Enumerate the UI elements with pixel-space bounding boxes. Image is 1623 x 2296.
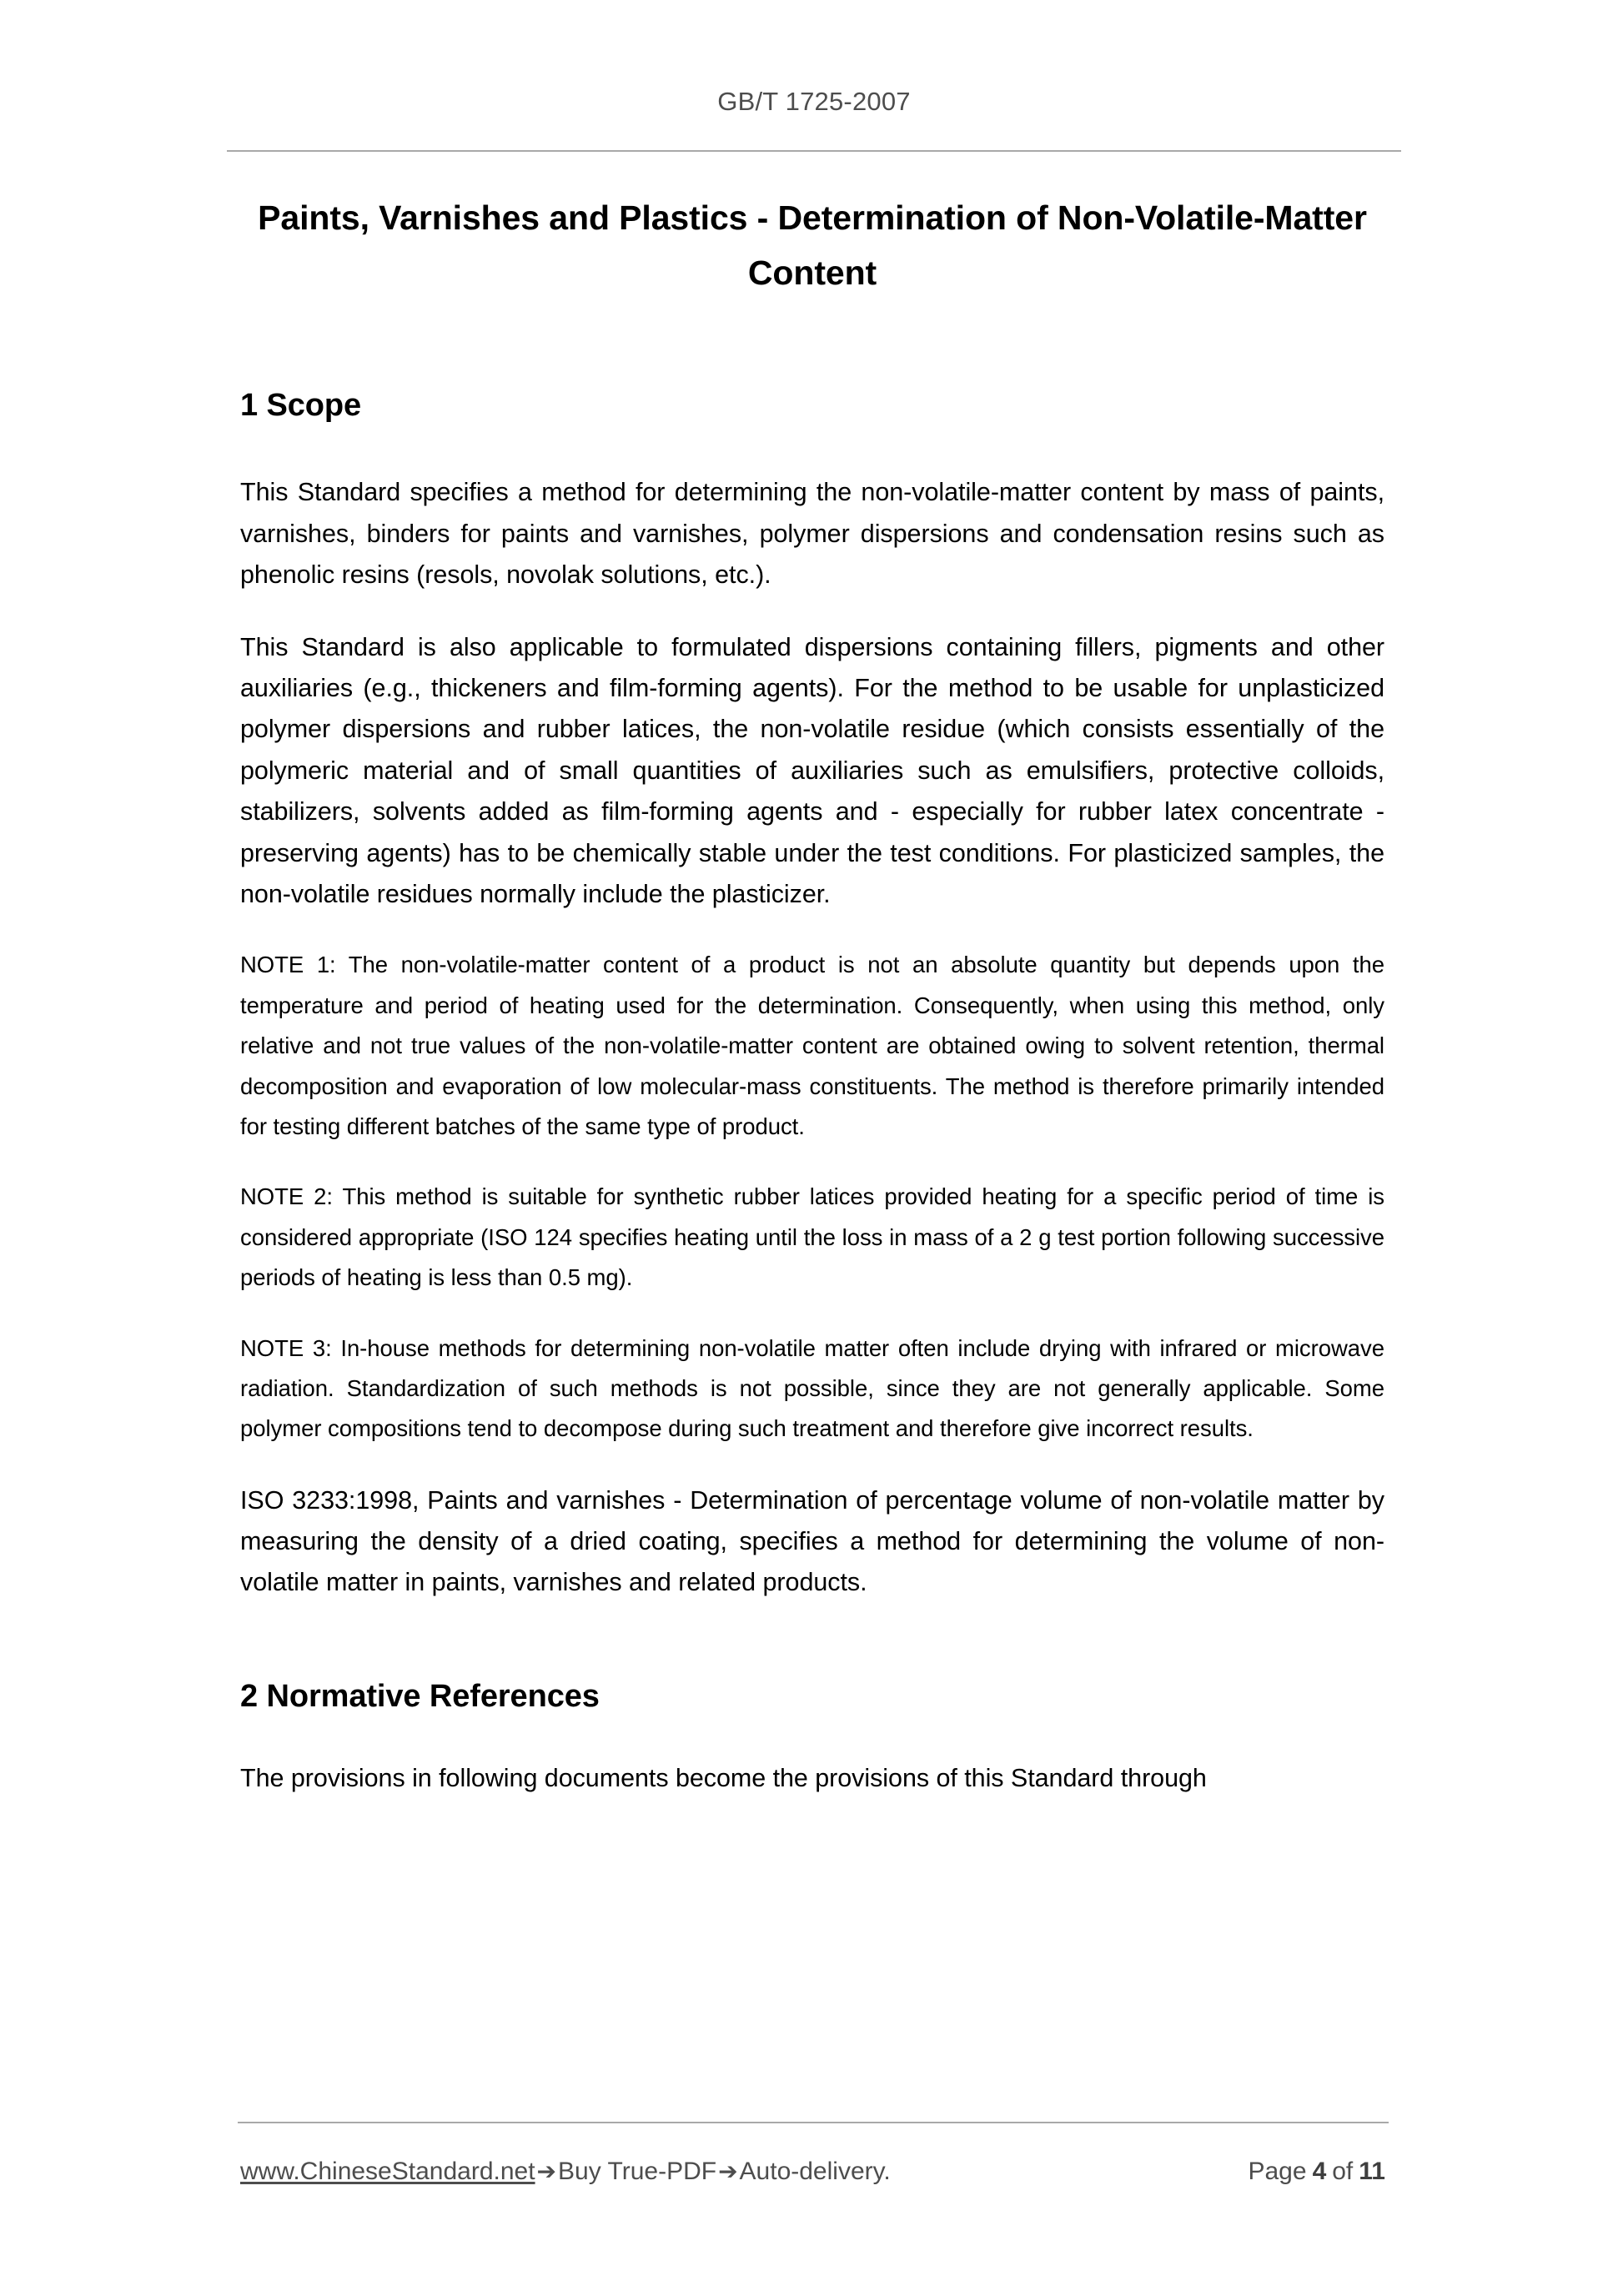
scope-note-3: NOTE 3: In-house methods for determining non-volatile matter often include drying with infrared or microwave radiation. Standardization of such methods is not possible, since they are not generally applicable. Some polymer compositions tend to decompose during such treatment and therefore give incorrect results. [240, 1334, 1384, 1442]
standard-code-label: GB/T 1725-2007 [717, 87, 911, 116]
footer-promo [240, 2150, 891, 2193]
buy-true-pdf-label: Buy True-PDF [558, 2158, 717, 2185]
section-heading-scope: 1 Scope [240, 387, 362, 423]
total-page-count: 11 [1359, 2158, 1385, 2185]
normative-references-paragraph-1: The provisions in following documents become the provisions of this Standard through [240, 1764, 1207, 1793]
chinese-standard-link[interactable]: www.ChineseStandard.net [240, 2158, 535, 2185]
arrow-right-icon-1: ➔ [536, 2158, 557, 2185]
header-divider [227, 150, 1401, 152]
section-heading-normative-references: 2 Normative References [240, 1678, 600, 1714]
scope-note-2: NOTE 2: This method is suitable for synthetic rubber latices provided heating for a specific period of time is considered appropriate (ISO 124 specifies heating until the loss in mass of a 2 g test portion following successive periods of heating is less than 0.5 mg). [240, 1183, 1384, 1291]
document-title: Paints, Varnishes and Plastics - Determination of Non-Volatile-Matter Content [258, 198, 1367, 293]
scope-note-1: NOTE 1: The non-volatile-matter content of a product is not an absolute quantity but depends upon the temperature and period of heating used for the determination. Consequently, when using this method, only relative and not true values of the non-volatile-matter content are obtained owing to solvent retention, thermal decomposition and evaporation of low molecular-mass constituents. The method is therefore primarily intended for testing different batches of the same type of product. [240, 952, 1384, 1139]
scope-paragraph-2: This Standard is also applicable to formulated dispersions containing fillers, pigments and other auxiliaries (e.g., thickeners and film-forming agents). For the method to be usable for unplasticized polymer dispersions and rubber latices, the non-volatile residue (which consists essentially of the polymeric material and of small quantities of auxiliaries such as emulsifiers, protective colloids, stabilizers, solvents added as film-forming agents and - especially for rubber latex concentrate - preserving agents) has to be chemically stable under the test conditions. For plasticized samples, the non-volatile residues normally include the plasticizer. [240, 632, 1384, 908]
current-page-number: 4 [1312, 2158, 1327, 2185]
arrow-right-icon-2: ➔ [718, 2158, 738, 2185]
page-word-label: Page [1248, 2158, 1307, 2185]
page-footer [240, 2150, 1389, 2193]
running-header [227, 86, 1401, 117]
of-word-label: of [1332, 2158, 1354, 2185]
page-indicator [1245, 2150, 1389, 2193]
scope-paragraph-3: ISO 3233:1998, Paints and varnishes - Determination of percentage volume of non-volatile matter by measuring the density of a dried coating, specifies a method for determining the volume of non-volatile matter in paints, varnishes and related products. [240, 1485, 1384, 1597]
auto-delivery-label: Auto-delivery. [739, 2158, 891, 2185]
footer-divider [238, 2122, 1389, 2123]
scope-paragraph-1: This Standard specifies a method for determining the non-volatile-matter content by mass of paints, varnishes, binders for paints and varnishes, polymer dispersions and condensation resins such as phenolic resins (resols, novolak solutions, etc.). [240, 478, 1384, 590]
document-content [240, 190, 1384, 1800]
